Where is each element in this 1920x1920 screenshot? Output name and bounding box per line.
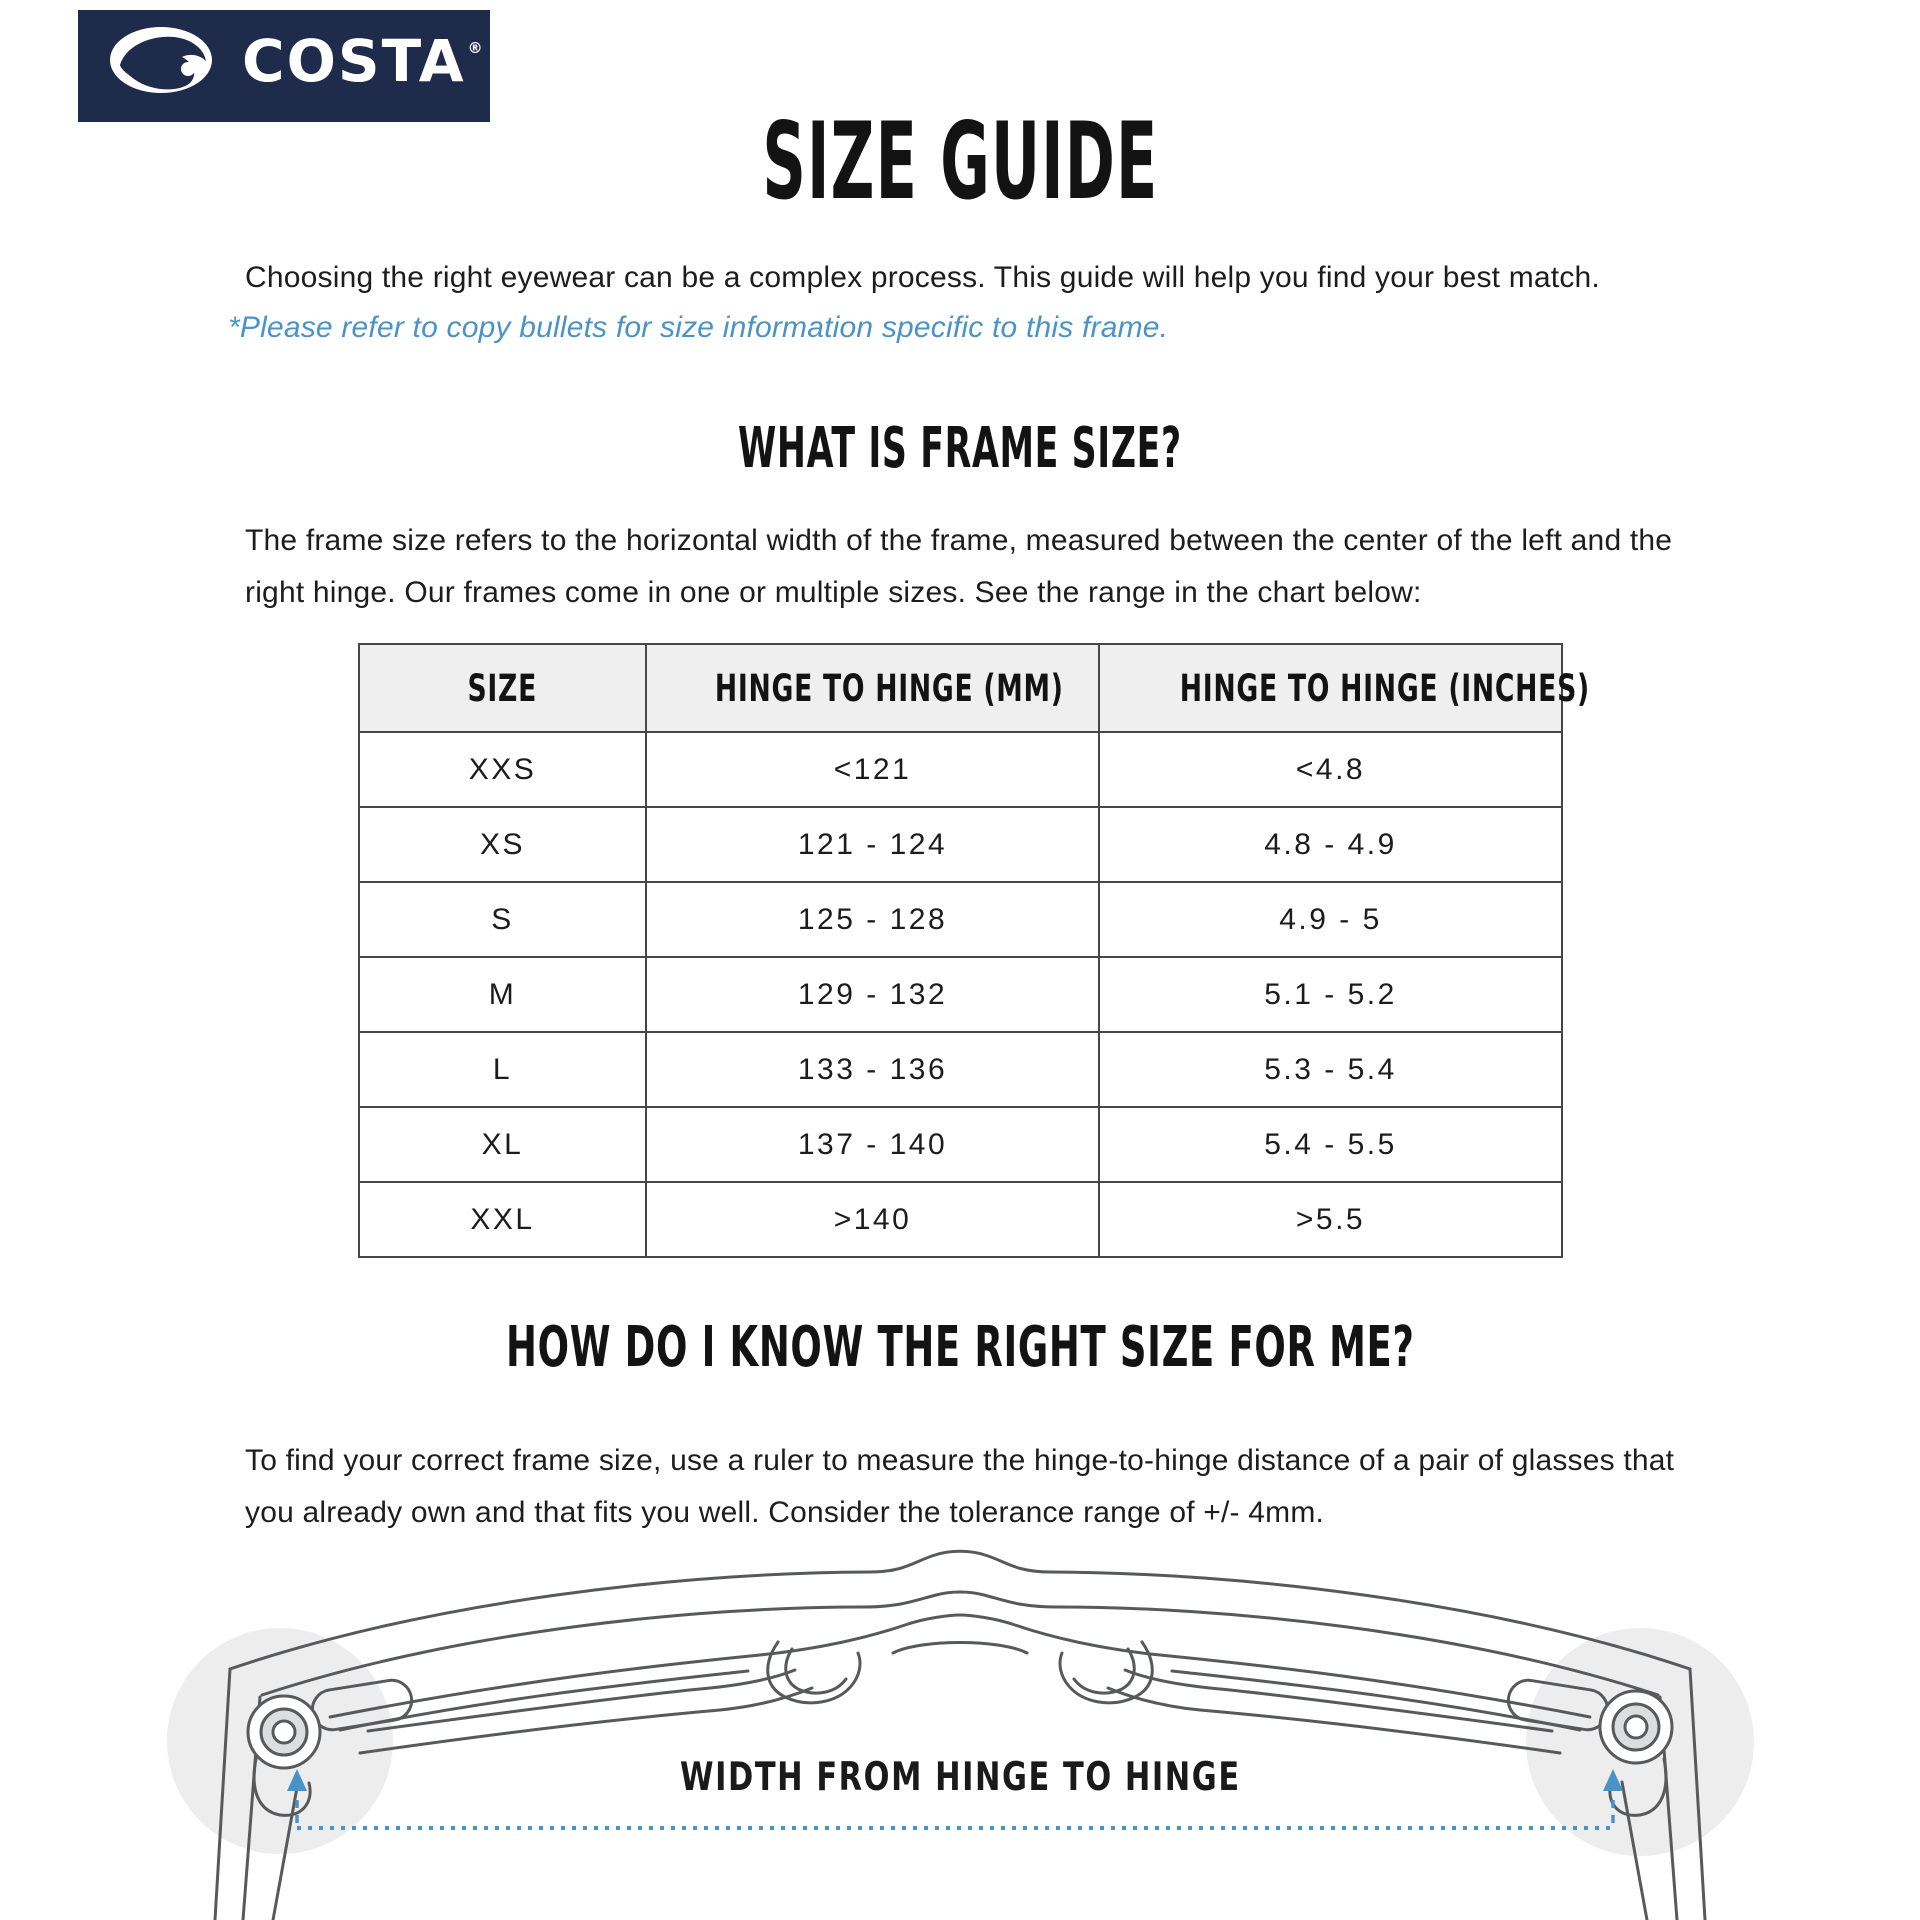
mm-cell: <121 <box>646 732 1099 807</box>
mm-cell: >140 <box>646 1182 1099 1257</box>
glasses-diagram <box>0 1545 1920 1920</box>
size-cell: XXL <box>359 1182 646 1257</box>
brand-text: COSTA ® <box>242 27 483 96</box>
table-row <box>359 957 1562 1032</box>
frame-size-body: The frame size refers to the horizontal width of the frame, measured between the center of the left and the right hinge. Our frames come in one or multiple sizes. See the range in the chart below: <box>245 524 1673 609</box>
col-header-size: SIZE <box>359 644 646 732</box>
mm-cell: 125 - 128 <box>646 882 1099 957</box>
size-cell: M <box>359 957 646 1032</box>
mm-cell: 129 - 132 <box>646 957 1099 1032</box>
inches-cell: <4.8 <box>1099 732 1562 807</box>
inches-cell: 4.8 - 4.9 <box>1099 807 1562 882</box>
intro-text: Choosing the right eyewear can be a complex process. This guide will help you find your best match. <box>245 261 1600 294</box>
registered-mark: ® <box>467 39 483 58</box>
size-cell: S <box>359 882 646 957</box>
fit-body: To find your correct frame size, use a ruler to measure the hinge-to-hinge distance of a pair of glasses that you already own and that fits you well. Consider the tolerance range of +/- 4mm. <box>245 1444 1675 1529</box>
inches-cell: 5.1 - 5.2 <box>1099 957 1562 1032</box>
col-header-hinge-inches: HINGE TO HINGE (INCHES) <box>1099 644 1562 732</box>
mm-cell: 137 - 140 <box>646 1107 1099 1182</box>
table-row <box>359 1182 1562 1257</box>
diagram-label: WIDTH FROM HINGE TO HINGE <box>679 1755 1241 1800</box>
size-table <box>358 643 1590 1258</box>
mm-cell: 121 - 124 <box>646 807 1099 882</box>
glasses-top-view-illustration <box>0 1545 1920 1920</box>
fit-heading: HOW DO I KNOW THE RIGHT SIZE FOR ME? <box>505 1315 1415 1380</box>
size-cell: XXS <box>359 732 646 807</box>
size-cell: L <box>359 1032 646 1107</box>
table-row <box>359 1032 1562 1107</box>
mm-cell: 133 - 136 <box>646 1032 1099 1107</box>
table-row <box>359 882 1562 957</box>
inches-cell: >5.5 <box>1099 1182 1562 1257</box>
table-row <box>359 807 1562 882</box>
page-title: SIZE GUIDE <box>761 100 1159 223</box>
table-row <box>359 1107 1562 1182</box>
right-hinge-screw-icon <box>1600 1691 1672 1763</box>
inches-cell: 4.9 - 5 <box>1099 882 1562 957</box>
size-cell: XL <box>359 1107 646 1182</box>
table-row <box>359 732 1562 807</box>
frame-size-heading: WHAT IS FRAME SIZE? <box>738 416 1182 481</box>
col-header-hinge-mm: HINGE TO HINGE (MM) <box>646 644 1099 732</box>
inches-cell: 5.3 - 5.4 <box>1099 1032 1562 1107</box>
intro-note: *Please refer to copy bullets for size information specific to this frame. <box>228 311 1169 344</box>
table-header-row <box>359 644 1562 732</box>
size-cell: XS <box>359 807 646 882</box>
inches-cell: 5.4 - 5.5 <box>1099 1107 1562 1182</box>
